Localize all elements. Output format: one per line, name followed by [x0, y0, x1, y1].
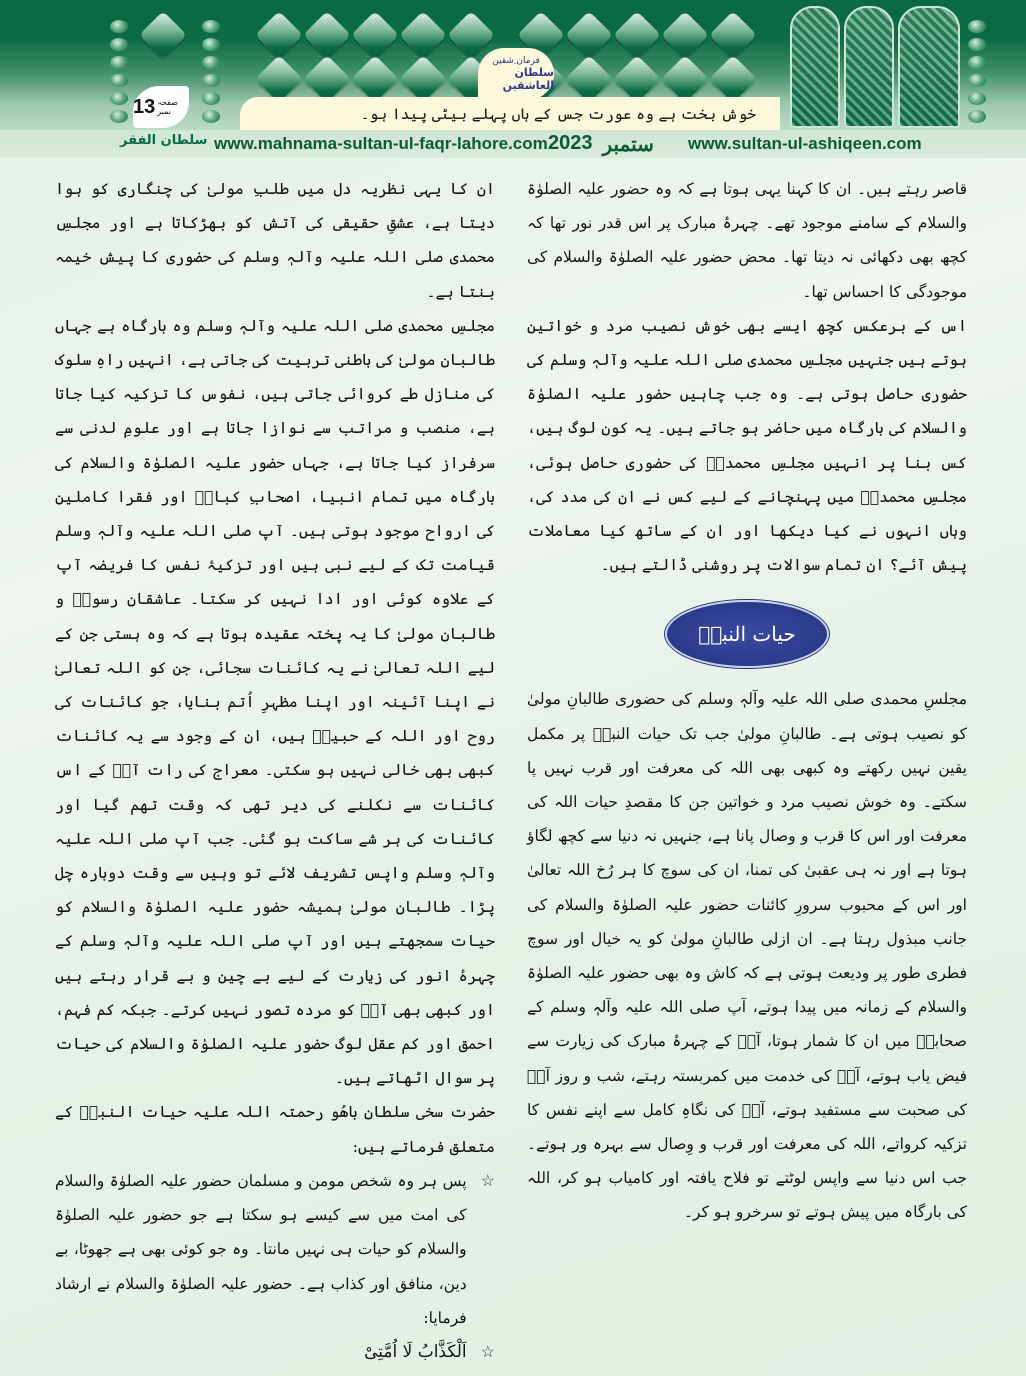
ornamental-arch-icon: [844, 6, 894, 128]
issue-year: 2023: [548, 132, 593, 154]
page-number-badge: [133, 86, 189, 128]
header-quote: خوش بخت ہے وہ عورت جس کے ہاں پہلے بیٹی پیدا ہو۔: [360, 104, 756, 123]
decorative-dots-mid: [202, 20, 220, 123]
brand-logo: سلطان الفقر: [120, 133, 208, 148]
paragraph: قاصر رہتے ہیں۔ ان کا کہنا یہی ہوتا ہے کہ وہ حضور علیہ الصلوٰۃ والسلام کے سامنے موجود تھے۔ چہرۂ مبارک پر اس قدر نور تھا کہ کچھ بھی دکھائی نہ دیتا تھا۔ محض حضور علیہ الصلوٰۃ والسلام کی موجودگی کا احساس تھا۔: [527, 180, 967, 301]
article-column-right: [527, 172, 967, 1230]
article-column-left: [55, 172, 495, 1369]
website-link-right[interactable]: www.sultan-ul-ashiqeen.com: [688, 134, 922, 153]
url-bar: [0, 130, 1026, 158]
arabic-hadith: اَلْکَذَّابُ لَا اُمَّتِیْ: [364, 1341, 467, 1362]
farman-badge-line1: فرمان ِشقین: [492, 56, 540, 66]
paragraph: مجلسِ محمدی صلی اللہ علیہ وآلہٖ وسلم کی حضوری طالبانِ مولیٰ کو نصیب ہوتی ہے۔ طالبانِ مولیٰ جب تک حیات النبیؐ پر مکمل یقین نہیں رکھتے وہ کبھی بھی اللہ کی معرفت اور قرب نہیں پا سکتے۔ وہ خوش نصیب مرد و خواتین جن کا مقصدِ حیات اللہ کی معرفت اور اس کا قرب و وصال پانا ہے، جنہیں نہ دنیا سے کچھ لگاؤ ہوتا ہے اور نہ ہی عقبیٰ کی تمنا، ان کی سوچ کا ہر رُخ اللہ تعالیٰ اور اس کے محبوب سرورِ کائنات حضور علیہ الصلوٰۃ والسلام کی جانب مبذول رہتا ہے۔ ان ازلی طالبانِ مولیٰ کو یہ خیال اور سوچ فطری طور پر ودیعت ہوتی ہے کہ کاش وہ بھی حضور علیہ الصلوٰۃ والسلام کے زمانہ میں پیدا ہوتے، آپ صلی اللہ علیہ وآلہٖ وسلم کے صحابہؓ میں ان کا شمار ہوتا، آپؐ کے چہرۂ مبارک کی زیارت سے فیض یاب ہوتے، آپؐ کی خدمت میں کمربستہ رہتے، شب و روز آپؐ کی صحبت سے مستفید ہوتے، آپؐ کی نگاہِ کامل سے اپنے نفس کا تزکیہ کرواتے، اللہ کی معرفت اور قرب و وِصال سے بہرہ ور ہوتے۔ جب اس دنیا سے واپس لوٹتے تو فلاح یافتہ اور کامیاب ہو کر، اللہ کی بارگاہ میں پیش ہوتے تو سرخرو ہو کر۔: [527, 690, 968, 1222]
bullet-text: پس ہر وہ شخص مومن و مسلمان حضور علیہ الصلوٰۃ والسلام کی امت میں سے کیسے ہو سکتا ہے جو حضور علیہ الصلوٰۃ والسلام کو حیات ہی نہیں مانتا۔ وہ جو کوئی بھی ہے جھوٹا، بے دین، منافق اور کذاب ہے۔ حضور علیہ الصلوٰۃ والسلام نے ارشاد فرمایا:: [55, 1171, 467, 1327]
quote-band: [240, 97, 780, 130]
paragraph: ان کا یہی نظریہ دل میں طلبِ مولیٰ کی چنگاری کو ہوا دیتا ہے، عشقِ حقیقی کی آتش کو بھڑکاتا ہے اور مجلسِ محمدی صلی اللہ علیہ وآلہٖ وسلم کی حضوری کا پیش خیمہ بنتا ہے۔: [55, 180, 495, 301]
farman-badge-line2: سلطان العاشقین: [502, 66, 554, 92]
paragraph: مجلسِ محمدی صلی اللہ علیہ وآلہٖ وسلم وہ بارگاہ ہے جہاں طالبانِ مولیٰ کی باطنی تربیت کی جاتی ہے، انہیں راہِ سلوک کی منازل طے کروائی جاتی ہیں، نفوس کا تزکیہ کیا جاتا ہے، منصب و مراتب سے نوازا جاتا ہے اور علومِ لدنی سے سرفراز کیا جاتا ہے، جہاں حضور علیہ الصلوٰۃ والسلام کی بارگاہ میں تمام انبیا، اصحابِ کبارؓ اور فقرا کاملین کی ارواح موجود ہوتی ہیں۔ آپ صلی اللہ علیہ وآلہٖ وسلم قیامت تک کے لیے نبی ہیں اور تزکیۂ نفس کا فریضہ آپ کے علاوہ کوئی اور ادا نہیں کر سکتا۔ عاشقانِ رسولؐ و طالبانِ مولیٰ کا یہ پختہ عقیدہ ہوتا ہے کہ وہ ہستی جن کے لیے اللہ تعالیٰ نے یہ کائنات سجائی، جن کو اللہ تعالیٰ نے اپنا آئینہ اور اپنا مظہرِ اُتم بنایا، جو کائنات کی روح اور اللہ کے حبیبؐ ہیں، ان کے وجود سے یہ کائنات کبھی بھی خالی نہیں ہو سکتی۔ معراج کی رات آپؐ کے اس کائنات سے نکلنے کی دیر تھی کہ وقت تھم گیا اور کائنات کی ہر شے ساکت ہو گئی۔ جب آپ صلی اللہ علیہ وآلہٖ وسلم واپس تشریف لائے تو وہیں سے وقت دوبارہ چل پڑا۔ طالبانِ مولیٰ ہمیشہ حضور علیہ الصلوٰۃ والسلام کو حیات سمجھتے ہیں اور آپ صلی اللہ علیہ وآلہٖ وسلم کے چہرۂ انور کی زیارت کے لیے بے چین و بے قرار رہتے ہیں اور کبھی بھی آپؐ کو مردہ تصور نہیں کرتے۔ جبکہ کم فہم، احمق اور کم عقل لوگ حضور علیہ الصلوٰۃ والسلام کی حیات پر سوال اٹھاتے ہیں۔: [55, 316, 495, 1088]
decorative-dots-right: [968, 20, 986, 123]
star-bullet-icon: ☆: [480, 1170, 495, 1190]
bullet-item: [55, 1335, 495, 1369]
ornamental-arch-icon: [790, 6, 840, 128]
paragraph: حضرت سخی سلطان باھُو رحمتہ اللہ علیہ حیات النبیؐ کے متعلق فرماتے ہیں:: [55, 1103, 495, 1156]
ornamental-arch-icon: [898, 6, 960, 128]
decorative-diamond: [146, 18, 180, 52]
farman-badge: [478, 48, 554, 100]
bullet-item: [55, 1164, 495, 1335]
paragraph: اس کے برعکس کچھ ایسے بھی خوش نصیب مرد و خواتین ہوتے ہیں جنہیں مجلسِ محمدی صلی اللہ علیہ وآلہٖ وسلم کی حضوری حاصل ہوتی ہے۔ وہ جب چاہیں حضور علیہ الصلوٰۃ والسلام کی بارگاہ میں حاضر ہو جاتے ہیں۔ یہ کون لوگ ہیں، کس بنا پر انہیں مجلسِ محمدیؐ کی حضوری حاصل ہوئی، مجلسِ محمدیؐ میں پہنچانے کے لیے کس نے ان کی مدد کی، وہاں انہوں نے کیا دیکھا اور ان کے ساتھ کیا معاملات پیش آئے؟ ان تمام سوالات پر روشنی ڈالتے ہیں۔: [527, 316, 967, 575]
section-heading: حیات النبیؐ: [665, 600, 829, 668]
section-heading-wrap: [527, 600, 967, 668]
decorative-dots-left: [110, 20, 128, 123]
page-number-label: صفحہ نمبر: [157, 98, 178, 116]
issue-month: ستمبر: [602, 134, 654, 156]
decorative-diamonds-top: [262, 18, 750, 52]
page-number: 13: [133, 95, 156, 118]
star-bullet-icon: ☆: [480, 1341, 495, 1361]
issue-date: [548, 132, 654, 157]
website-link-left[interactable]: www.mahnama-sultan-ul-faqr-lahore.com: [214, 134, 548, 153]
magazine-header: [0, 0, 1026, 130]
